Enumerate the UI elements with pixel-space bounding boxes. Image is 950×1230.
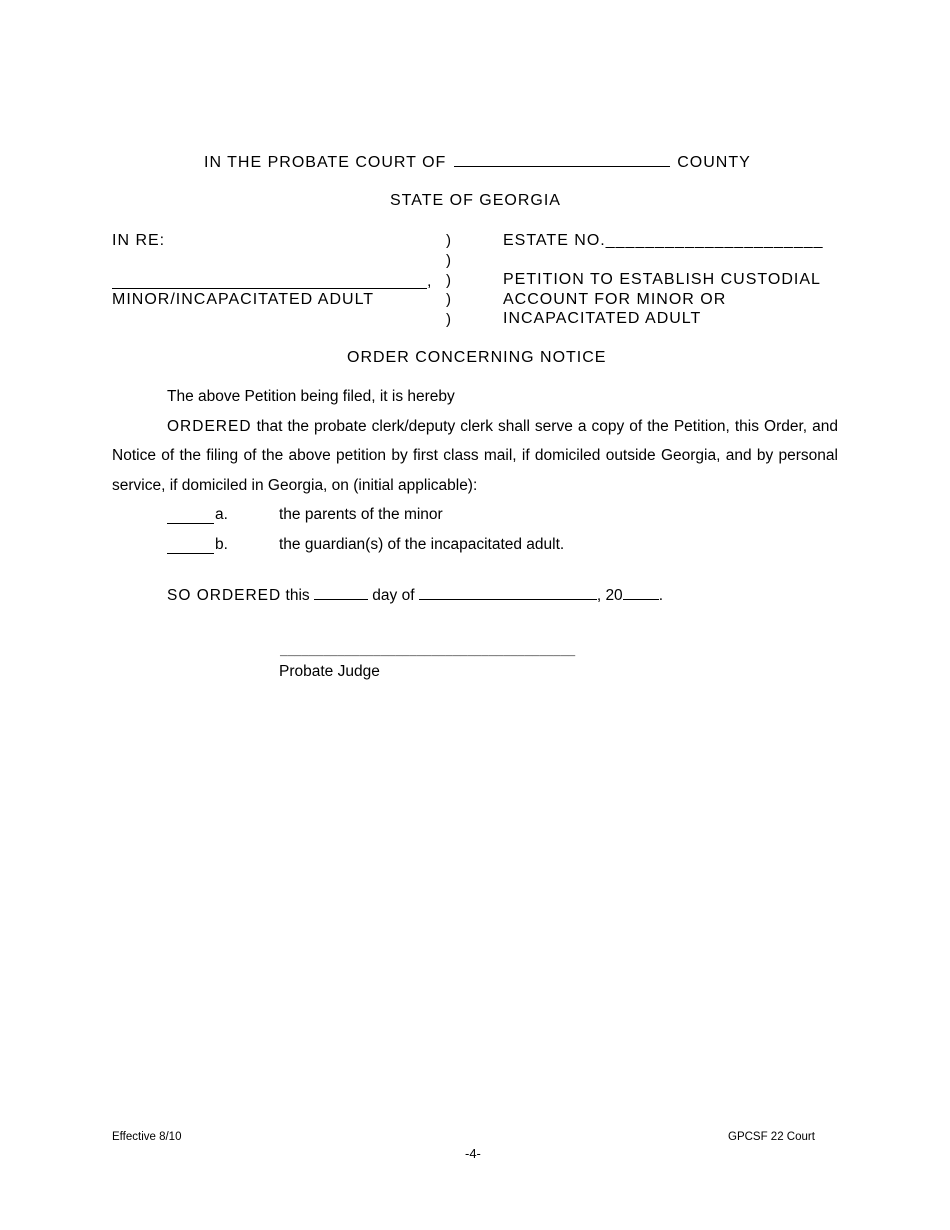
court-prefix: IN THE PROBATE COURT OF [204, 154, 447, 171]
party-label: MINOR/INCAPACITATED ADULT [112, 291, 375, 308]
intro-text: The above Petition being filed, it is hereby [167, 388, 455, 405]
item-a-text: the parents of the minor [279, 506, 443, 523]
party-name-blank[interactable] [112, 272, 427, 289]
period: . [658, 587, 663, 604]
effective-date: Effective 8/10 [112, 1131, 182, 1143]
form-id: GPCSF 22 Court [728, 1131, 815, 1143]
order-title: ORDER CONCERNING NOTICE [347, 349, 607, 366]
county-blank[interactable] [454, 152, 670, 167]
page-number: -4- [465, 1146, 481, 1161]
petition-title-line2: ACCOUNT FOR MINOR OR [503, 291, 727, 308]
state-heading: STATE OF GEORGIA [390, 192, 561, 209]
day-blank[interactable] [314, 585, 368, 600]
item-b-letter: b. [215, 536, 228, 553]
year-prefix: , 20 [596, 587, 623, 604]
estate-number[interactable]: ESTATE NO.______________________ [503, 232, 824, 249]
signature-line[interactable]: _________________________________________ [280, 645, 576, 659]
month-blank[interactable] [419, 585, 597, 600]
ordered-word: ORDERED [167, 418, 252, 435]
petition-title-line3: INCAPACITATED ADULT [503, 310, 702, 327]
item-a-initial-blank[interactable] [167, 509, 214, 524]
petition-title-line1: PETITION TO ESTABLISH CUSTODIAL [503, 271, 821, 288]
day-of-word: day of [372, 587, 415, 604]
paren: ) [446, 252, 451, 269]
court-suffix: COUNTY [677, 154, 751, 171]
so-ordered-line [167, 585, 663, 605]
item-a-letter: a. [215, 506, 228, 523]
paren: ) [446, 232, 451, 249]
in-re-label: IN RE: [112, 232, 166, 249]
item-b-text: the guardian(s) of the incapacitated adult. [279, 536, 565, 553]
item-b-initial-blank[interactable] [167, 539, 214, 554]
probate-judge-label: Probate Judge [279, 663, 380, 680]
comma: , [427, 273, 433, 290]
ordered-paragraph-line1 [167, 418, 838, 436]
ordered-paragraph-line3: service, if domiciled in Georgia, on (initial applicable): [112, 477, 478, 494]
this-word: this [285, 587, 310, 604]
paren: ) [446, 291, 451, 308]
ordered-text-line1: that the probate clerk/deputy clerk shall serve a copy of the Petition, this Order, and [256, 418, 839, 435]
year-blank[interactable] [623, 585, 659, 600]
paren: ) [446, 272, 451, 289]
court-heading [204, 152, 751, 172]
ordered-paragraph-line2: Notice of the filing of the above petition by first class mail, if domiciled outside Georgia, and by personal [112, 447, 838, 464]
paren: ) [446, 311, 451, 328]
so-ordered-word: SO ORDERED [167, 587, 282, 604]
